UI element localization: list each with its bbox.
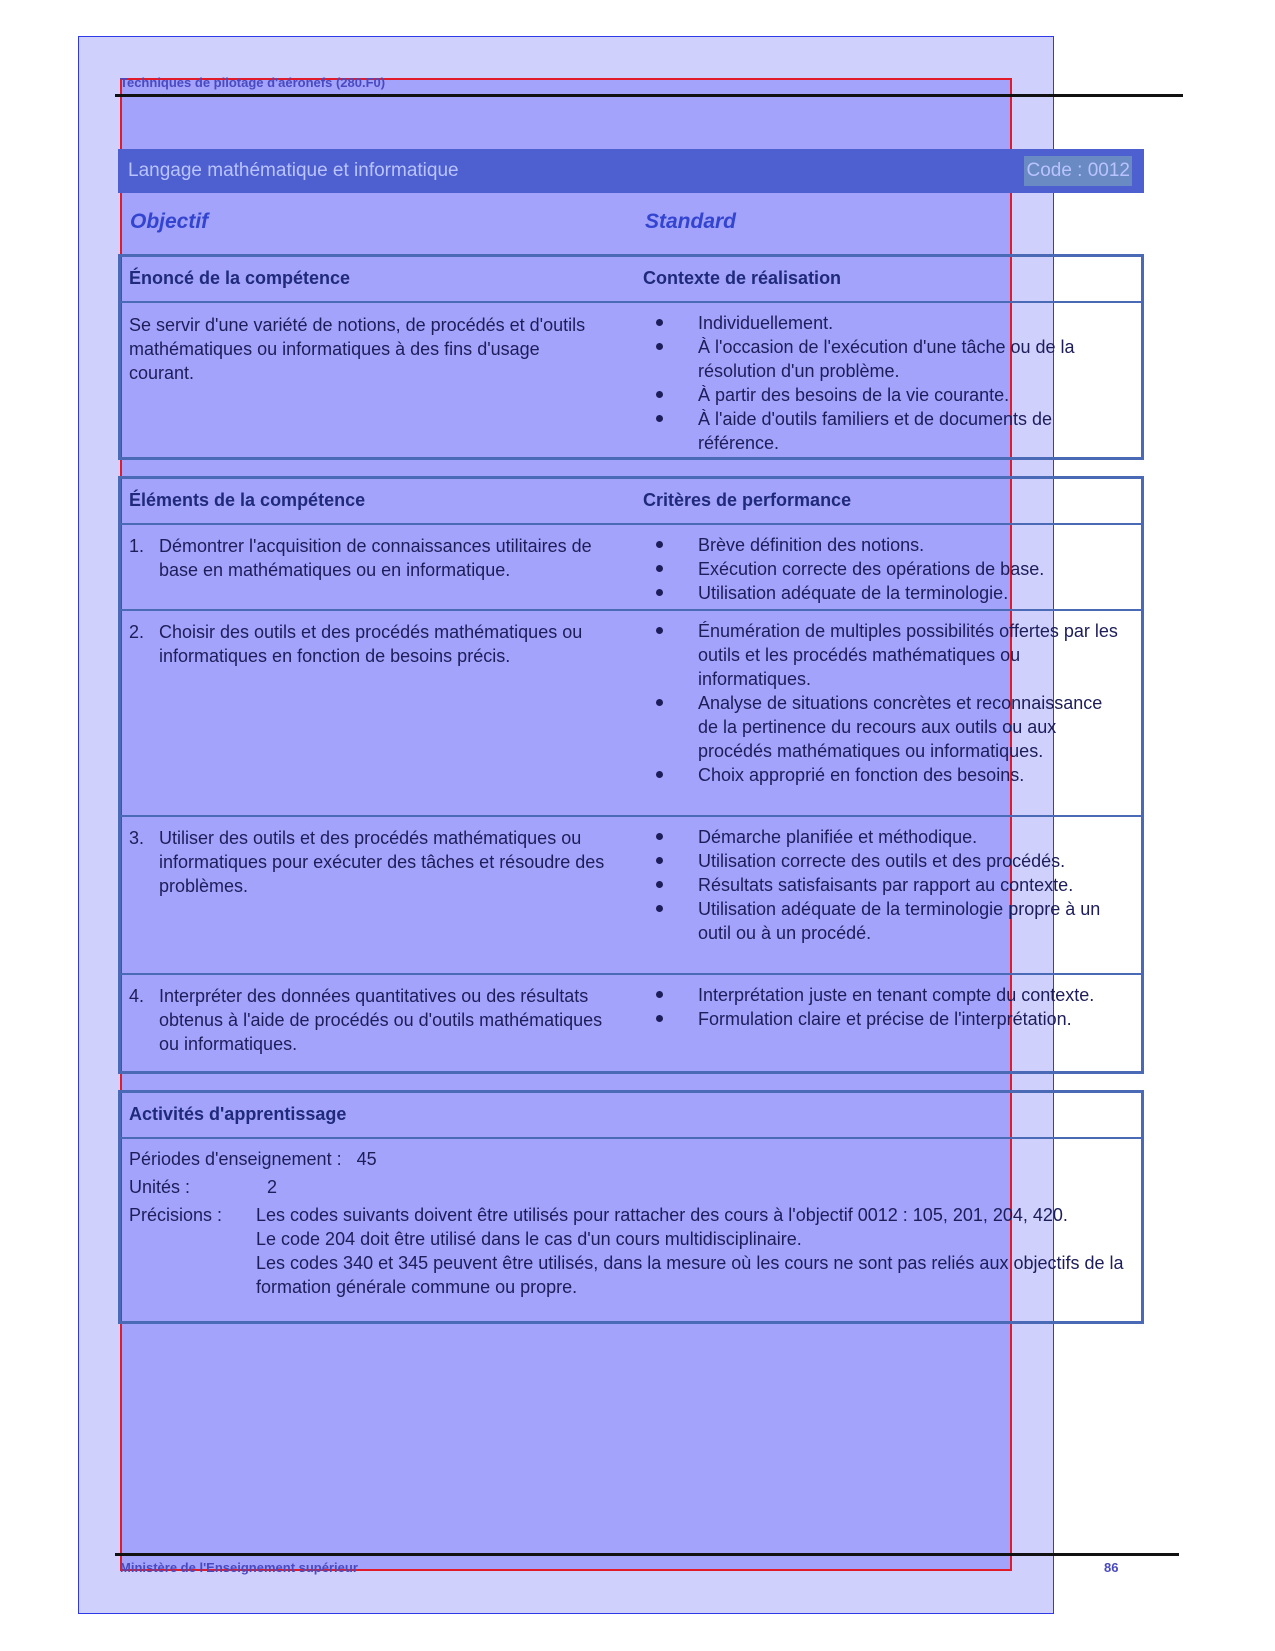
bullet-icon — [656, 627, 663, 634]
element-text: 2. Choisir des outils et des procédés mathématiques ou informatiques en fonction de besoins précis. — [129, 622, 583, 666]
precision-item: Le code 204 doit être utilisé dans le cas d'un cours multidisciplinaire. — [256, 1229, 802, 1249]
unites-line — [129, 1175, 277, 1199]
element-row-1 — [121, 525, 1141, 611]
enonce-section — [118, 254, 1144, 460]
bullet-icon — [656, 565, 663, 572]
enonce-text: Se servir d'une variété de notions, de procédés et d'outils mathématiques ou informatiques à des fins d'usage courant. — [129, 315, 586, 383]
list-item: Interprétation juste en tenant compte du contexte. — [656, 983, 1126, 1007]
list-item: Utilisation correcte des outils et des procédés. — [656, 849, 1126, 873]
activites-section — [118, 1090, 1144, 1324]
elements-section — [118, 476, 1144, 1074]
list-item: À partir des besoins de la vie courante. — [656, 383, 1126, 407]
list-item: Exécution correcte des opérations de base. — [656, 557, 1126, 581]
program-header: Techniques de pilotage d'aéronefs (280.F0) — [120, 75, 386, 90]
bullet-icon — [656, 415, 663, 422]
footer-ministry: Ministère de l'Enseignement supérieur — [120, 1560, 358, 1575]
bullet-icon — [656, 541, 663, 548]
element-text: 4. Interpréter des données quantitatives ou des résultats obtenus à l'aide de procédés ou d'outils mathématiques ou informatiques. — [129, 986, 603, 1054]
list-item: Résultats satisfaisants par rapport au contexte. — [656, 873, 1126, 897]
list-item: Utilisation adéquate de la terminologie. — [656, 581, 1126, 605]
competency-title-bar — [118, 149, 1144, 193]
bullet-icon — [656, 833, 663, 840]
periodes-label: Périodes d'enseignement : — [129, 1149, 342, 1169]
bullet-icon — [656, 319, 663, 326]
activites-section-header — [121, 1093, 1141, 1139]
footer-rule — [115, 1553, 1179, 1556]
precisions-label: Précisions : — [129, 1205, 223, 1225]
enonce-section-header — [121, 257, 1141, 303]
competency-code: Code : 0012 — [1024, 156, 1132, 186]
competency-title: Langage mathématique et informatique — [128, 160, 459, 181]
element-row-4 — [121, 975, 1141, 1079]
contexte-list — [656, 311, 1126, 455]
list-item: Brève définition des notions. — [656, 533, 1126, 557]
list-item: Énumération de multiples possibilités offertes par les outils et les procédés mathématiques ou informatiques. — [656, 619, 1126, 691]
element-text: 1. Démontrer l'acquisition de connaissances utilitaires de base en mathématiques ou en informatique. — [129, 536, 592, 580]
bullet-icon — [656, 905, 663, 912]
periodes-line — [129, 1147, 377, 1171]
bullet-icon — [656, 699, 663, 706]
elements-heading: Éléments de la compétence — [129, 490, 366, 510]
contexte-heading: Contexte de réalisation — [643, 268, 842, 288]
activites-body — [121, 1139, 1141, 1323]
precisions-text — [256, 1203, 1136, 1299]
page-number: 86 — [1104, 1560, 1119, 1575]
unites-label: Unités : — [129, 1177, 191, 1197]
criteres-heading: Critères de performance — [643, 490, 852, 510]
list-item: Démarche planifiée et méthodique. — [656, 825, 1126, 849]
element-row-3 — [121, 817, 1141, 975]
enonce-heading: Énoncé de la compétence — [129, 268, 351, 288]
criteria-list — [656, 533, 1126, 605]
precision-item: Les codes suivants doivent être utilisés pour rattacher des cours à l'objectif 0012 : 105, 201, 204, 420. — [256, 1205, 1068, 1225]
elements-section-header — [121, 479, 1141, 525]
element-row-2 — [121, 611, 1141, 817]
objectif-label: Objectif — [130, 210, 209, 233]
periodes-value: 45 — [356, 1149, 377, 1169]
bullet-icon — [656, 343, 663, 350]
bullet-icon — [656, 991, 663, 998]
unites-value: 2 — [267, 1177, 278, 1197]
list-item: Individuellement. — [656, 311, 1126, 335]
enonce-row — [121, 303, 1141, 459]
list-item: À l'aide d'outils familiers et de documents de référence. — [656, 407, 1126, 455]
list-item: À l'occasion de l'exécution d'une tâche ou de la résolution d'un problème. — [656, 335, 1126, 383]
bullet-icon — [656, 881, 663, 888]
bullet-icon — [656, 857, 663, 864]
criteria-list — [656, 825, 1126, 945]
activites-heading: Activités d'apprentissage — [129, 1104, 347, 1124]
precision-item: Les codes 340 et 345 peuvent être utilisés, dans la mesure où les cours ne sont pas reliés aux objectifs de la formation générale commune ou propre. — [256, 1253, 1124, 1297]
list-item: Formulation claire et précise de l'interprétation. — [656, 1007, 1126, 1031]
bullet-icon — [656, 771, 663, 778]
standard-label: Standard — [645, 210, 737, 233]
header-rule — [115, 94, 1183, 97]
list-item: Analyse de situations concrètes et reconnaissance de la pertinence du recours aux outils ou aux procédés mathématiques ou informatiques. — [656, 691, 1126, 763]
bullet-icon — [656, 391, 663, 398]
list-item: Choix approprié en fonction des besoins. — [656, 763, 1126, 787]
bullet-icon — [656, 1015, 663, 1022]
bullet-icon — [656, 589, 663, 596]
element-text: 3. Utiliser des outils et des procédés mathématiques ou informatiques pour exécuter des tâches et résoudre des problèmes. — [129, 828, 605, 896]
criteria-list — [656, 619, 1126, 787]
list-item: Utilisation adéquate de la terminologie propre à un outil ou à un procédé. — [656, 897, 1126, 945]
criteria-list — [656, 983, 1126, 1031]
